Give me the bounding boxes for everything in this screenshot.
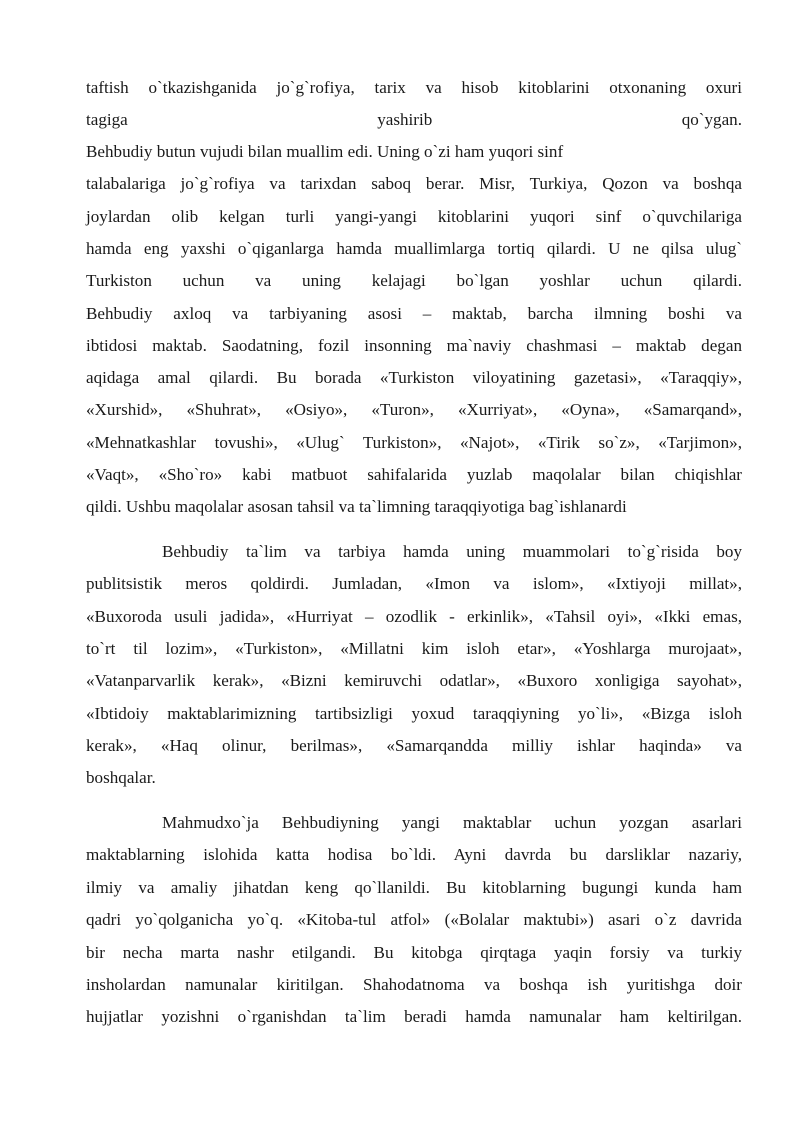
text-line: «Vatanparvarlik kerak», «Bizni kemiruvchi odatlar», «Buxoro xonligiga sayohat», bbox=[86, 671, 742, 690]
text-line: talabalariga jo`g`rofiya va tarixdan saboq berar. Misr, Turkiya, Qozon va boshqa bbox=[86, 174, 742, 193]
text-line: maktablarning islohida katta hodisa bo`ldi. Ayni davrda bu darsliklar nazariy, bbox=[86, 845, 742, 864]
text-line: hujjatlar yozishni o`rganishdan ta`lim beradi hamda namunalar ham keltirilgan. bbox=[86, 1007, 742, 1026]
text-line: to`rt til lozim», «Turkiston», «Millatni kim isloh etar», «Yoshlarga murojaat», bbox=[86, 639, 742, 658]
text-line: «Xurshid», «Shuhrat», «Osiyo», «Turon», «Xurriyat», «Oyna», «Samarqand», bbox=[86, 400, 742, 419]
text-line: ilmiy va amaliy jihatdan keng qo`llanildi. Bu kitoblarning bugungi kunda ham bbox=[86, 878, 742, 897]
text-line: Behbudiy ta`lim va tarbiya hamda uning muammolari to`g`risida boy bbox=[162, 542, 742, 561]
text-line: «Buxoroda usuli jadida», «Hurriyat – ozodlik - erkinlik», «Tahsil oyi», «Ikki emas, bbox=[86, 607, 742, 626]
text-line: kerak», «Haq olinur, berilmas», «Samarqandda milliy ishlar haqinda» va bbox=[86, 736, 742, 755]
text-line: qadri yo`qolganicha yo`q. «Kitoba-tul atfol» («Bolalar maktubi») asari o`z davrida bbox=[86, 910, 742, 929]
text-line: qildi. Ushbu maqolalar asosan tahsil va ta`limning taraqqiyotiga bag`ishlanardi bbox=[86, 497, 627, 516]
text-line: «Vaqt», «Sho`ro» kabi matbuot sahifalarida yuzlab maqolalar bilan chiqishlar bbox=[86, 465, 742, 484]
text-line: «Mehnatkashlar tovushi», «Ulug` Turkiston», «Najot», «Tirik so`z», «Tarjimon», bbox=[86, 433, 742, 452]
text-line: tagiga yashirib qo`ygan. bbox=[86, 110, 742, 129]
text-line: aqidaga amal qilardi. Bu borada «Turkiston viloyatining gazetasi», «Taraqqiy», bbox=[86, 368, 742, 387]
text-line: bir necha marta nashr etilgandi. Bu kitobga qirqtaga yaqin forsiy va turkiy bbox=[86, 943, 742, 962]
text-line: «Ibtidoiy maktablarimizning tartibsizligi yoxud taraqqiyning yo`li», «Bizga isloh bbox=[86, 704, 742, 723]
text-line: taftish o`tkazishganida jo`g`rofiya, tarix va hisob kitoblarini otxonaning oxuri bbox=[86, 78, 742, 97]
text-line: ibtidosi maktab. Saodatning, fozil insonning ma`naviy chashmasi – maktab degan bbox=[86, 336, 742, 355]
text-line: Mahmudxo`ja Behbudiyning yangi maktablar uchun yozgan asarlari bbox=[162, 813, 742, 832]
text-line: Turkiston uchun va uning kelajagi bo`lgan yoshlar uchun qilardi. bbox=[86, 271, 742, 290]
text-line: Behbudiy axloq va tarbiyaning asosi – maktab, barcha ilmning boshi va bbox=[86, 304, 742, 323]
text-line: publitsistik meros qoldirdi. Jumladan, «Imon va islom», «Ixtiyoji millat», bbox=[86, 574, 742, 593]
text-line: insholardan namunalar kiritilgan. Shahodatnoma va boshqa ish yuritishga doir bbox=[86, 975, 742, 994]
text-line: joylardan olib kelgan turli yangi-yangi kitoblarini yuqori sinf o`quvchilariga bbox=[86, 207, 742, 226]
text-line: hamda eng yaxshi o`qiganlarga hamda muallimlarga tortiq qilardi. U ne qilsa ulug` bbox=[86, 239, 742, 258]
text-line: boshqalar. bbox=[86, 768, 156, 787]
text-line: Behbudiy butun vujudi bilan muallim edi. Uning o`zi ham yuqori sinf bbox=[86, 142, 564, 161]
